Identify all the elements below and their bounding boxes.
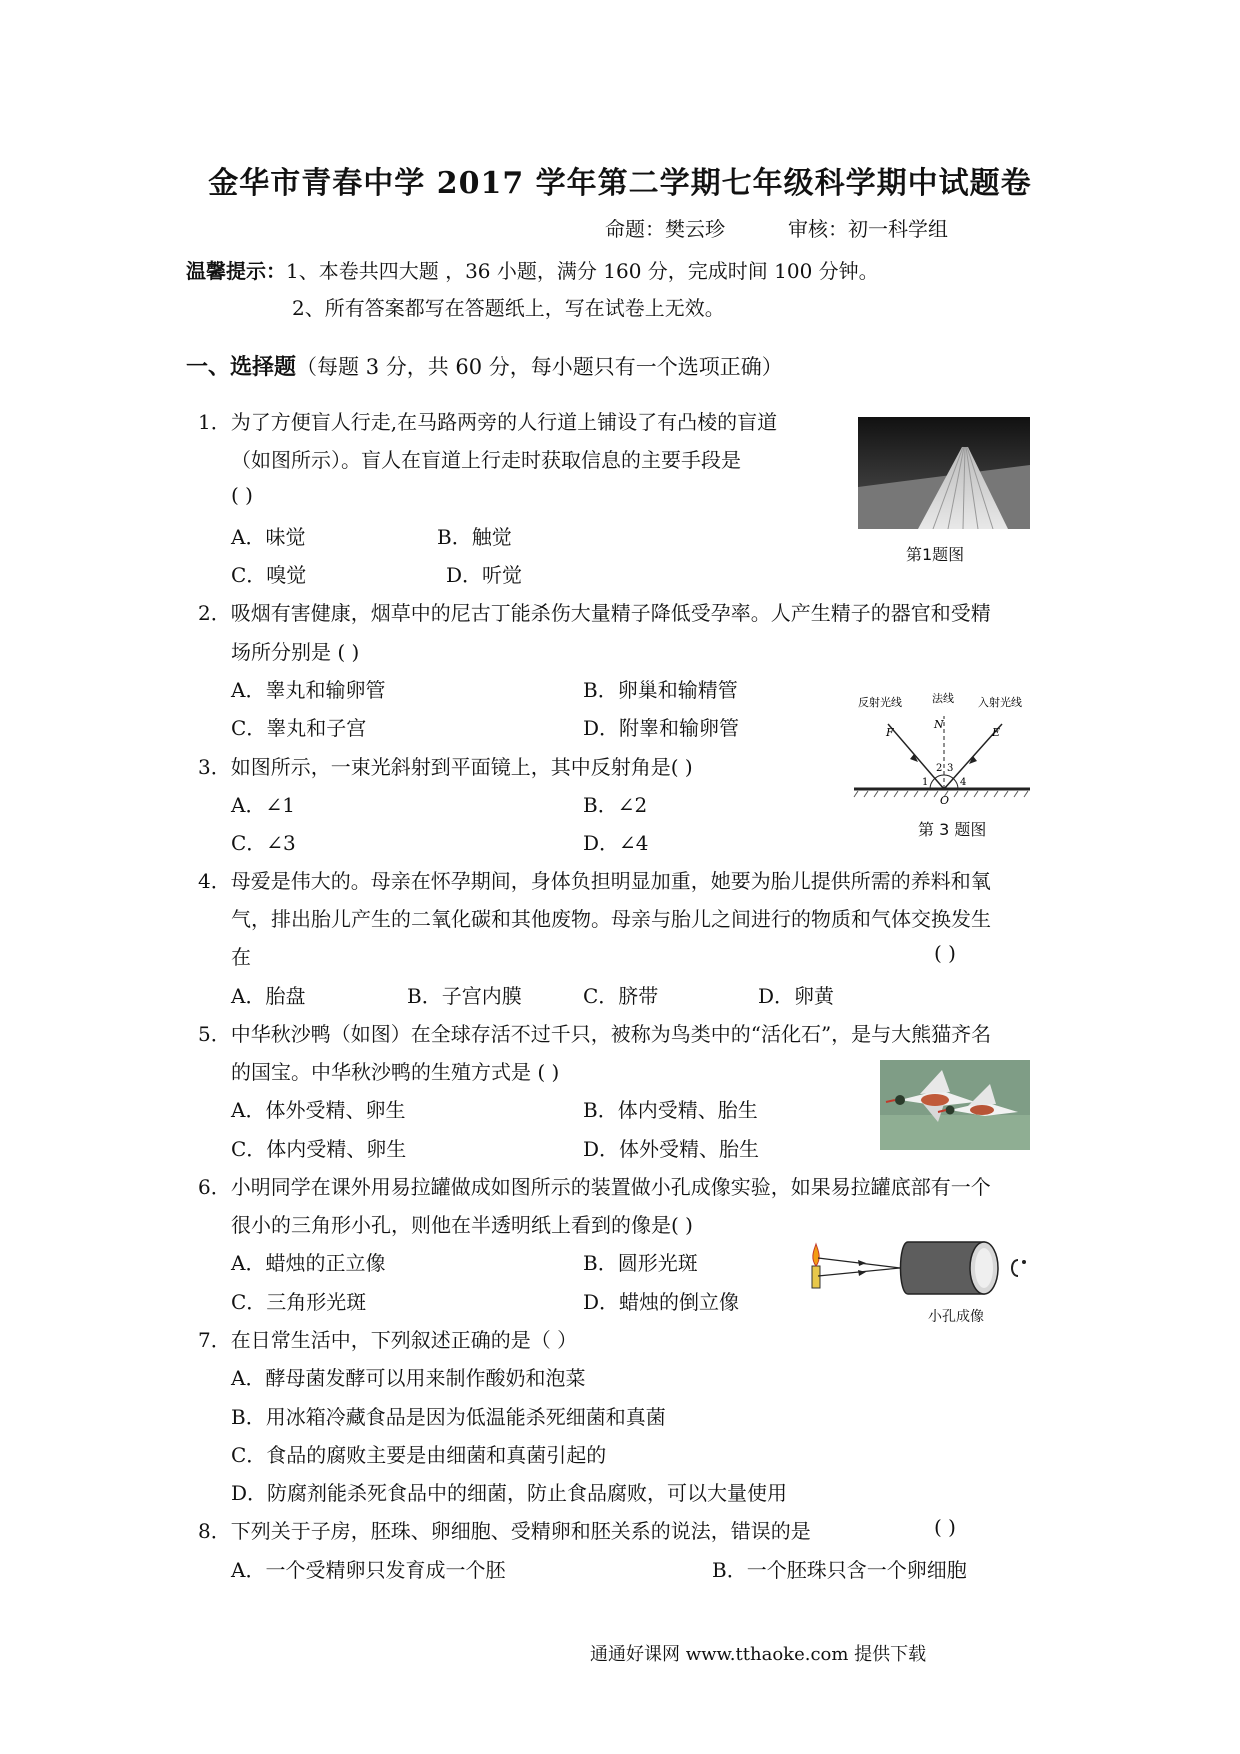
label-angle-2: 2: [936, 763, 943, 774]
question-4-line-2: 气，排出胎儿产生的二氧化碳和其他废物。母亲与胎儿之间进行的物质和气体交换发生: [231, 907, 991, 931]
q1-option-c: C．嗅觉: [231, 563, 307, 587]
q1-option-a: A．味觉: [231, 525, 306, 549]
q7-option-d: D．防腐剂能杀死食品中的细菌，防止食品腐败，可以大量使用: [231, 1481, 788, 1505]
q4-option-c: C．脐带: [583, 984, 659, 1008]
q6-option-b: B．圆形光斑: [583, 1251, 698, 1275]
q4-option-a: A．胎盘: [231, 984, 306, 1008]
section-header: 一、选择题（每题 3 分，共 60 分，每小题只有一个选项正确）: [186, 355, 783, 380]
reviewer-line: 审核：初一科学组: [788, 217, 948, 241]
q4-option-d: D．卵黄: [758, 984, 835, 1008]
page-title: 金华市青春中学 2017 学年第二学期七年级科学期中试题卷: [208, 166, 1032, 201]
mirror-reflection-diagram: [852, 688, 1032, 808]
label-n: N: [934, 718, 944, 731]
q6-option-c: C．三角形光斑: [231, 1290, 367, 1314]
q6-option-a: A．蜡烛的正立像: [231, 1251, 386, 1275]
question-2-line-1: 2．吸烟有害健康，烟草中的尼古丁能杀伤大量精子降低受孕率。人产生精子的器官和受精: [198, 601, 991, 625]
q6-option-d: D．蜡烛的倒立像: [583, 1290, 740, 1314]
q5-option-a: A．体外受精、卵生: [231, 1098, 406, 1122]
q3-option-d: D．∠4: [583, 831, 649, 855]
tips-label: 温馨提示：: [186, 259, 286, 283]
question-5-line-1: 5．中华秋沙鸭（如图）在全球存活不过千只，被称为鸟类中的“活化石”，是与大熊猫齐名: [198, 1022, 992, 1046]
q2-option-d: D．附睾和输卵管: [583, 716, 740, 740]
q3-figure-caption: 第 3 题图: [918, 820, 987, 839]
question-6-line-2: 很小的三角形小孔，则他在半透明纸上看到的像是( ): [231, 1213, 693, 1237]
label-angle-3: 3: [947, 763, 954, 774]
question-4-line-1: 4．母爱是伟大的。母亲在怀孕期间，身体负担明显加重，她要为胎儿提供所需的养料和氧: [198, 869, 991, 893]
blind-road-photo: [858, 417, 1030, 529]
question-8-line-1: 8．下列关于子房，胚珠、卵细胞、受精卵和胚关系的说法，错误的是: [198, 1519, 811, 1543]
q3-option-b: B．∠2: [583, 793, 648, 817]
q2-option-b: B．卵巢和输精管: [583, 678, 738, 702]
label-incident-ray: 入射光线: [978, 696, 1022, 709]
question-4-answer-bracket: ( ): [934, 941, 956, 965]
question-1-line-1: 1．为了方便盲人行走,在马路两旁的人行道上铺设了有凸棱的盲道: [198, 410, 778, 434]
question-4-line-3: 在: [231, 945, 251, 969]
pinhole-camera-diagram: [804, 1228, 1040, 1308]
question-3-line-1: 3．如图所示，一束光斜射到平面镜上，其中反射角是( ): [198, 755, 693, 779]
label-e: E: [992, 726, 1001, 739]
question-7-line-1: 7．在日常生活中，下列叙述正确的是（ ）: [198, 1328, 578, 1352]
q1-option-b: B．触觉: [437, 525, 512, 549]
author-line: 命题：樊云珍: [605, 217, 725, 241]
q2-option-c: C．睾丸和子宫: [231, 716, 367, 740]
label-angle-1: 1: [922, 777, 929, 788]
tips-line-2: 2、所有答案都写在答题纸上，写在试卷上无效。: [292, 296, 725, 320]
q7-option-b: B．用冰箱冷藏食品是因为低温能杀死细菌和真菌: [231, 1405, 666, 1429]
q2-option-a: A．睾丸和输卵管: [231, 678, 386, 702]
label-o: O: [940, 794, 950, 807]
q7-option-a: A．酵母菌发酵可以用来制作酸奶和泡菜: [231, 1366, 586, 1390]
question-2-line-2: 场所分别是 ( ): [231, 640, 360, 664]
q1-option-d: D．听觉: [446, 563, 523, 587]
q3-option-a: A．∠1: [231, 793, 295, 817]
question-6-line-1: 6．小明同学在课外用易拉罐做成如图所示的装置做小孔成像实验，如果易拉罐底部有一个: [198, 1175, 991, 1199]
footer-credit: 通通好课网 www.tthaoke.com 提供下载: [590, 1644, 927, 1665]
question-5-line-2: 的国宝。中华秋沙鸭的生殖方式是 ( ): [231, 1060, 560, 1084]
q7-option-c: C．食品的腐败主要是由细菌和真菌引起的: [231, 1443, 607, 1467]
merganser-photo: [880, 1060, 1030, 1150]
q1-figure-caption: 第1题图: [906, 545, 965, 564]
label-angle-4: 4: [960, 777, 967, 788]
question-1-line-3: ( ): [231, 483, 253, 507]
q8-option-a: A．一个受精卵只发育成一个胚: [231, 1558, 506, 1582]
q3-option-c: C．∠3: [231, 831, 296, 855]
tips-line-1: 温馨提示：1、本卷共四大题 ，36 小题，满分 160 分，完成时间 100 分钟。: [186, 259, 879, 283]
label-reflected-ray: 反射光线: [858, 696, 902, 709]
question-8-answer-bracket: ( ): [934, 1515, 956, 1539]
q5-option-c: C．体内受精、卵生: [231, 1137, 407, 1161]
q8-option-b: B．一个胚珠只含一个卵细胞: [712, 1558, 967, 1582]
label-normal: 法线: [932, 692, 954, 705]
q5-option-b: B．体内受精、胎生: [583, 1098, 758, 1122]
q6-figure-caption: 小孔成像: [928, 1309, 984, 1325]
question-1-line-2: （如图所示）。盲人在盲道上行走时获取信息的主要手段是: [231, 448, 741, 472]
q4-option-b: B．子宫内膜: [407, 984, 522, 1008]
label-f: F: [886, 726, 894, 739]
q5-option-d: D．体外受精、胎生: [583, 1137, 760, 1161]
